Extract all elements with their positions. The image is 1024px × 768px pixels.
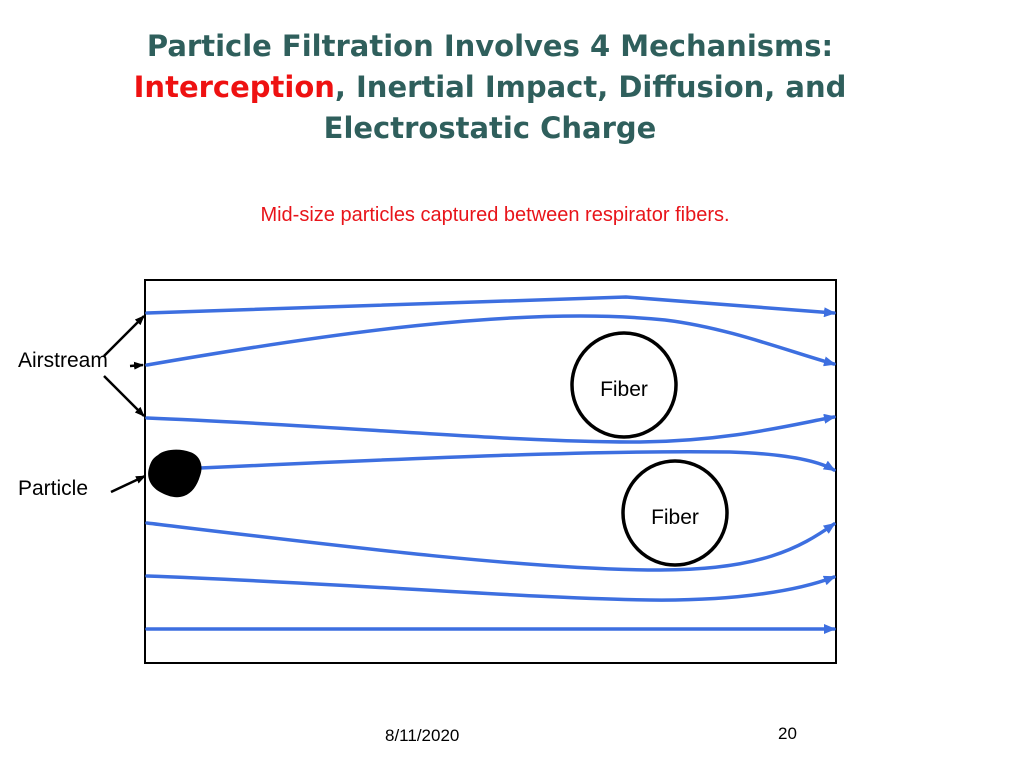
slide-date: 8/11/2020 xyxy=(385,726,460,745)
streamline-5 xyxy=(147,523,834,570)
streamline-2 xyxy=(147,316,834,365)
airstream-label: Airstream xyxy=(18,349,108,372)
fiber-label-2: Fiber xyxy=(651,506,699,529)
diagram-frame xyxy=(145,280,836,663)
streamline-1 xyxy=(147,297,834,313)
airstream-arrow-down xyxy=(104,376,144,416)
title-line-2-rest: , Inertial Impact, Diffusion, and xyxy=(334,70,847,104)
title-line-3: Electrostatic Charge xyxy=(323,111,657,145)
streamline-4-particle-path xyxy=(200,452,834,470)
streamline-6 xyxy=(147,576,834,600)
fiber-label-1: Fiber xyxy=(600,378,648,401)
slide-page-number: 20 xyxy=(778,724,797,743)
airstream-arrow-middle xyxy=(130,365,143,366)
particle-label: Particle xyxy=(18,477,89,500)
particle-blob xyxy=(148,450,201,498)
slide-subtitle: Mid-size particles captured between respirator fibers. xyxy=(260,204,730,226)
particle-arrow xyxy=(111,476,145,492)
airstream-arrow-up xyxy=(104,316,144,356)
title-highlight-interception: Interception xyxy=(133,70,335,104)
streamline-3 xyxy=(147,417,834,442)
title-line-1: Particle Filtration Involves 4 Mechanisms: xyxy=(146,29,834,63)
